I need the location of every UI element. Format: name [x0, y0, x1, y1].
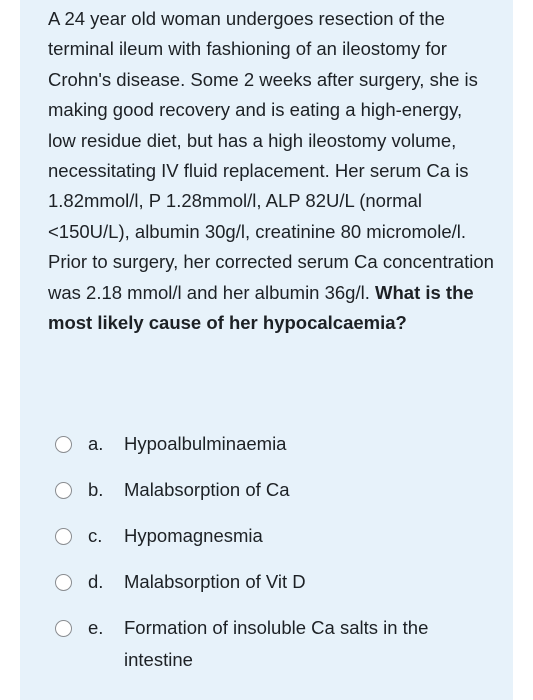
option-b-letter: b.: [88, 479, 104, 500]
option-e-label: Formation of insoluble Ca salts in the intestine: [124, 617, 429, 670]
option-c-label: Hypomagnesmia: [124, 525, 263, 546]
option-c-letter: c.: [88, 525, 103, 546]
radio-button-c[interactable]: [55, 528, 72, 545]
radio-button-d[interactable]: [55, 574, 72, 591]
option-e-letter: e.: [88, 617, 104, 638]
question-card: [20, 0, 513, 700]
question-prompt: What is the most likely cause of her hypocalcaemia?: [48, 281, 474, 334]
radio-button-a[interactable]: [55, 436, 72, 453]
option-a-label: Hypoalbulminaemia: [124, 433, 287, 454]
option-b-label: Malabsorption of Ca: [124, 479, 290, 500]
option-d-letter: d.: [88, 571, 104, 592]
option-a-letter: a.: [88, 433, 104, 454]
radio-button-e[interactable]: [55, 620, 72, 637]
option-d-label: Malabsorption of Vit D: [124, 571, 306, 592]
question-stem: A 24 year old woman undergoes resection of the terminal ileum with fashioning of an ileostomy for Crohn's disease. Some 2 weeks after surgery, she is making good recovery and is eating a high-energy, low residue diet, but has a high ileostomy volume, necessitating IV fluid replacement. Her serum Ca is 1.82mmol/l, P 1.28mmol/l, ALP 82U/L (normal <150U/L), albumin 30g/l, creatinine 80 micromole/l. Prior to surgery, her corrected serum Ca concentration was 2.18 mmol/l and her albumin 36g/l.: [48, 8, 494, 303]
radio-button-b[interactable]: [55, 482, 72, 499]
question-text: [48, 4, 494, 338]
